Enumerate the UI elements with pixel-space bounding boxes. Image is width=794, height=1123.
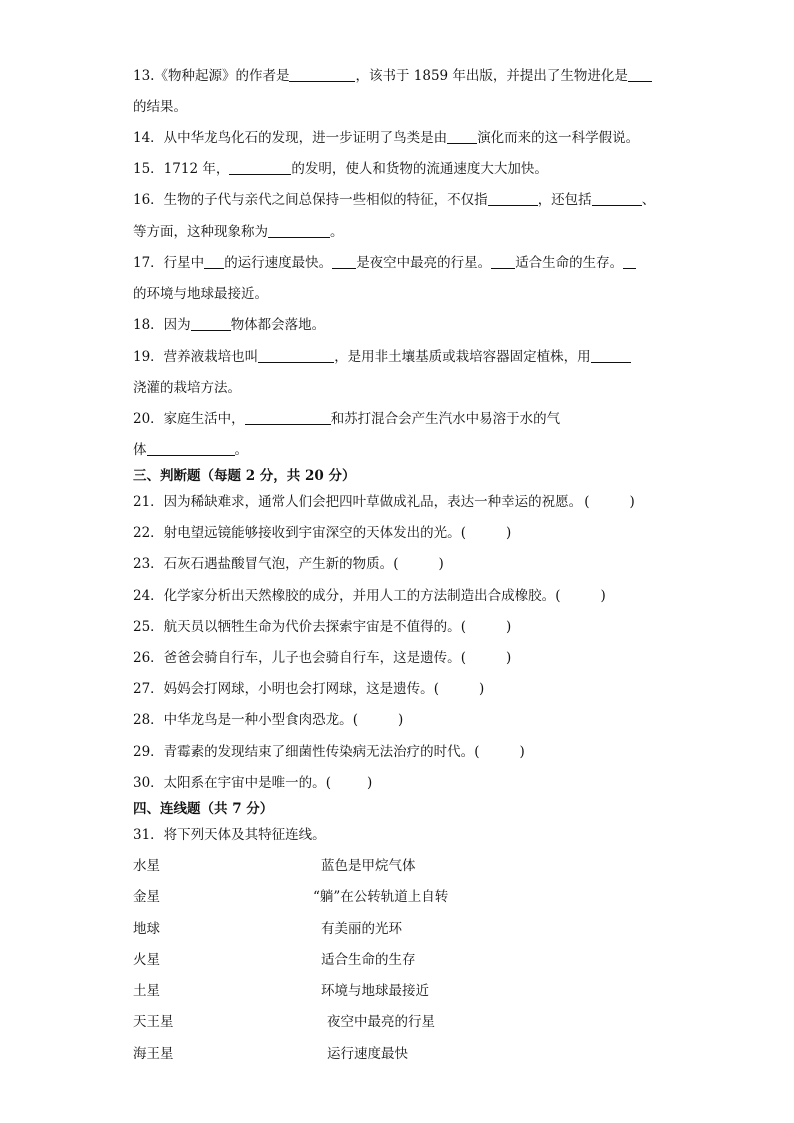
question-13: 13.《物种起源》的作者是 ，该书于 1859 年出版，并提出了生物进化是 <box>133 66 652 86</box>
section-4-heading: 四、连线题（共 7 分） <box>133 801 274 817</box>
blank[interactable] <box>491 254 515 269</box>
judge-item: 24．化学家分析出天然橡胶的成分，并用人工的方法制造出合成橡胶。( ) <box>133 588 606 604</box>
question-20: 20．家庭生活中， 和苏打混合会产生汽水中易溶于水的气 <box>133 411 561 427</box>
section-3-heading: 三、判断题（每题 2 分，共 20 分） <box>133 468 356 484</box>
judge-item: 26．爸爸会骑自行车，儿子也会骑自行车，这是遗传。( ) <box>133 650 512 666</box>
judge-item: 30．太阳系在宇宙中是唯一的。( ) <box>133 775 373 791</box>
blank[interactable] <box>268 223 330 238</box>
question-19: 19．营养液栽培也叫 ，是用非土壤基质或栽培容器固定植株，用 <box>133 347 631 367</box>
judge-item: 28．中华龙鸟是一种小型食肉恐龙。( ) <box>133 712 404 728</box>
question-17-cont: 的环境与地球最接近。 <box>133 286 268 302</box>
planet-neptune[interactable]: 海王星 <box>133 1046 174 1062</box>
question-20-cont: 体 。 <box>133 442 248 458</box>
question-16: 16．生物的子代与亲代之间总保持一些相似的特征，不仅指 ，还包括 、 <box>133 192 656 208</box>
question-19-cont: 浇灌的栽培方法。 <box>133 380 241 396</box>
blank[interactable] <box>191 316 231 331</box>
blank[interactable] <box>258 348 334 363</box>
blank[interactable] <box>447 129 477 144</box>
blank[interactable] <box>332 254 356 269</box>
question-17: 17．行星中 的运行速度最快。 是夜空中最亮的行星。 适合生命的生存。 <box>133 253 636 273</box>
planet-venus[interactable]: 金星 <box>133 889 160 905</box>
feature-item[interactable]: 蓝色是甲烷气体 <box>321 858 416 874</box>
feature-item[interactable]: 夜空中最亮的行星 <box>327 1014 435 1030</box>
planet-saturn[interactable]: 土星 <box>133 983 160 999</box>
blank[interactable] <box>628 67 652 82</box>
planet-earth[interactable]: 地球 <box>133 921 160 937</box>
blank[interactable] <box>488 191 538 206</box>
blank[interactable] <box>204 254 224 269</box>
blank[interactable] <box>591 348 631 363</box>
question-18: 18．因为 物体都会落地。 <box>133 317 326 333</box>
blank[interactable] <box>229 160 291 175</box>
blank[interactable] <box>623 254 636 269</box>
blank[interactable] <box>245 410 331 425</box>
judge-item: 29．青霉素的发现结束了细菌性传染病无法治疗的时代。( ) <box>133 744 525 760</box>
blank[interactable] <box>147 441 235 456</box>
judge-item: 23．石灰石遇盐酸冒气泡，产生新的物质。( ) <box>133 556 444 572</box>
question-15: 15．1712 年， 的发明，使人和货物的流通速度大大加快。 <box>133 161 548 177</box>
feature-item[interactable]: 运行速度最快 <box>327 1046 408 1062</box>
question-16-cont: 等方面，这种现象称为 。 <box>133 224 344 240</box>
judge-item: 22．射电望远镜能够接收到宇宙深空的天体发出的光。( ) <box>133 525 512 541</box>
blank[interactable] <box>289 67 355 82</box>
judge-item: 21．因为稀缺难求，通常人们会把四叶草做成礼品，表达一种幸运的祝愿。 ( ) <box>133 494 635 510</box>
feature-item[interactable]: 有美丽的光环 <box>321 921 402 937</box>
judge-item: 27．妈妈会打网球，小明也会打网球，这是遗传。( ) <box>133 681 485 697</box>
question-14: 14．从中华龙鸟化石的发现，进一步证明了鸟类是由 演化而来的这一科学假说。 <box>133 130 640 146</box>
judge-item: 25．航天员以牺牲生命为代价去探索宇宙是不值得的。( ) <box>133 619 512 635</box>
question-31: 31．将下列天体及其特征连线。 <box>133 827 326 843</box>
blank[interactable] <box>592 191 642 206</box>
feature-item[interactable]: 环境与地球最接近 <box>321 983 429 999</box>
planet-mars[interactable]: 火星 <box>133 952 160 968</box>
feature-item[interactable]: “躺”在公转轨道上自转 <box>313 889 449 905</box>
planet-uranus[interactable]: 天王星 <box>133 1014 174 1030</box>
question-13-cont: 的结果。 <box>133 99 187 115</box>
feature-item[interactable]: 适合生命的生存 <box>321 952 416 968</box>
planet-mercury[interactable]: 水星 <box>133 858 160 874</box>
